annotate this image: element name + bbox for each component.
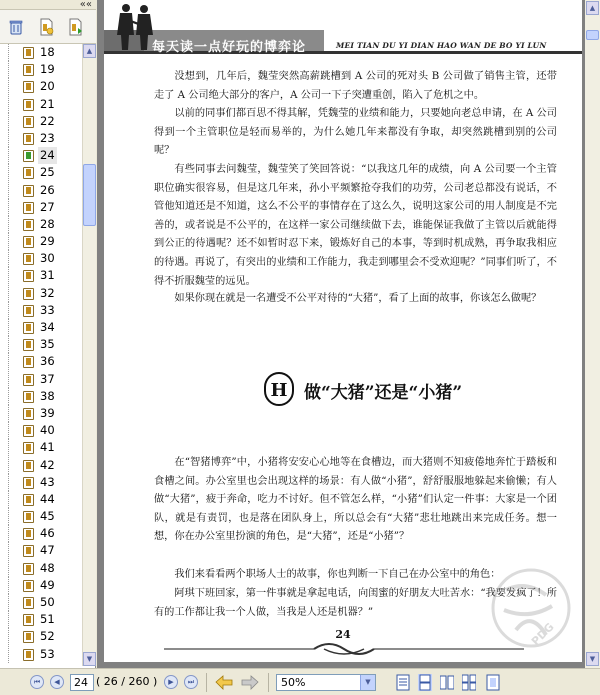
bookmark-icon xyxy=(23,47,34,59)
tree-line xyxy=(8,560,17,577)
paragraph: 我们来看看两个职场人士的故事，你也判断一下自己在办公室中的角色： xyxy=(174,569,501,580)
tree-line xyxy=(8,182,17,199)
continuous-view-icon[interactable] xyxy=(418,674,432,691)
tree-line xyxy=(8,61,17,78)
bookmark-label: 52 xyxy=(40,629,55,644)
book-page xyxy=(104,0,582,662)
bookmark-item[interactable] xyxy=(0,199,82,216)
bookmark-label: 41 xyxy=(40,440,55,455)
tree-line xyxy=(8,542,17,559)
bookmark-label: 18 xyxy=(40,45,55,59)
bookmark-item[interactable] xyxy=(0,525,82,542)
bookmark-icon xyxy=(23,64,34,76)
bookmark-item[interactable] xyxy=(0,285,82,302)
bookmark-icon xyxy=(23,339,34,351)
bookmark-label: 37 xyxy=(40,371,55,386)
svg-text:PDG: PDG xyxy=(528,620,557,649)
tree-line xyxy=(8,96,17,113)
bookmark-icon xyxy=(23,460,34,472)
tree-line xyxy=(8,216,17,233)
previous-page-icon[interactable]: ◀ xyxy=(50,675,64,689)
forward-arrow-icon[interactable] xyxy=(240,674,260,691)
tree-line xyxy=(8,388,17,405)
tree-line xyxy=(8,130,17,147)
bookmark-icon xyxy=(23,322,34,334)
single-page-view-icon[interactable] xyxy=(396,674,410,691)
bookmark-label: 21 xyxy=(40,96,55,111)
tree-line xyxy=(8,267,17,284)
bookmark-label: 43 xyxy=(40,474,55,489)
tree-line xyxy=(8,371,17,388)
bookmark-icon xyxy=(23,563,34,575)
bookmark-item[interactable] xyxy=(0,61,82,78)
bookmark-icon xyxy=(23,649,34,661)
bookmark-label: 38 xyxy=(40,388,55,403)
bookmark-item[interactable] xyxy=(0,44,82,61)
separator xyxy=(268,673,269,692)
bookmark-label: 42 xyxy=(40,457,55,472)
bookmark-scrollbar[interactable] xyxy=(82,44,96,666)
bookmark-item[interactable] xyxy=(0,405,82,422)
bookmark-add-icon[interactable] xyxy=(66,18,84,36)
bookmark-label: 49 xyxy=(40,577,55,592)
bookmark-label: 28 xyxy=(40,216,55,231)
tree-line xyxy=(8,457,17,474)
bookmark-item[interactable] xyxy=(0,422,82,439)
paragraph: 以前的同事们都百思不得其解，凭魏莹的业绩和能力，只要她向老总申请，在 A 公司得到一个主管职位是轻而易举的，为什么她几年来都没有争取，却突然跳槽到别的公司呢？ xyxy=(154,108,557,157)
bookmark-icon xyxy=(23,477,34,489)
bookmark-item[interactable] xyxy=(0,474,82,491)
bookmark-item[interactable] xyxy=(0,233,82,250)
bookmark-label: 33 xyxy=(40,302,55,317)
page-number: 24 xyxy=(335,628,351,641)
paragraph: 如果你现在就是一名遭受不公平对待的“大猪”，看了上面的故事，你该怎么做呢？ xyxy=(174,293,542,304)
bookmark-icon xyxy=(23,356,34,368)
page-count: ( 26 / 260 ) xyxy=(96,675,158,688)
bookmark-icon xyxy=(23,408,34,420)
bookmark-label: 53 xyxy=(40,646,55,661)
tree-line xyxy=(8,250,17,267)
panel-titlebar xyxy=(0,0,96,10)
tree-line xyxy=(8,44,17,61)
bookmark-icon xyxy=(23,494,34,506)
bookmark-icon xyxy=(23,631,34,643)
tree-line xyxy=(8,233,17,250)
bookmark-icon xyxy=(23,580,34,592)
bookmark-label: 39 xyxy=(40,405,55,420)
paragraph: 阿琪下班回家，第一件事就是拿起电话，向闺蜜的好朋友大吐苦水：“我要发疯了！所有的工作都让我一个人做，当我是人还是机器？” xyxy=(154,588,557,618)
bookmark-page-icon[interactable] xyxy=(37,18,55,36)
bookmark-icon xyxy=(23,305,34,317)
continuous-facing-icon[interactable] xyxy=(462,674,476,691)
scroll-up-icon[interactable]: ▲ xyxy=(83,44,96,58)
bookmark-label: 29 xyxy=(40,234,55,249)
last-page-icon[interactable]: ⏭ xyxy=(184,675,198,689)
bookmark-item[interactable] xyxy=(0,457,82,474)
figures-icon xyxy=(266,374,292,404)
tree-line xyxy=(8,113,17,130)
bookmark-item[interactable] xyxy=(0,78,82,95)
tree-line xyxy=(8,491,17,508)
document-viewer xyxy=(97,0,600,668)
bookmark-label: 25 xyxy=(40,165,55,180)
bookmark-label: 30 xyxy=(40,251,55,266)
bookmark-label: 44 xyxy=(40,491,55,506)
bookmark-label: 32 xyxy=(40,285,55,300)
bookmark-panel xyxy=(0,0,96,668)
bookmark-icon xyxy=(23,99,34,111)
bookmark-label: 27 xyxy=(40,199,55,214)
bookmark-icon xyxy=(23,167,34,179)
tree-line xyxy=(8,285,17,302)
bookmark-icon xyxy=(23,391,34,403)
bookmark-item[interactable] xyxy=(0,336,82,353)
bookmark-icon xyxy=(23,270,34,282)
tree-line xyxy=(8,164,17,181)
scroll-up-icon[interactable]: ▲ xyxy=(586,1,599,15)
next-page-icon[interactable]: ▶ xyxy=(164,675,178,689)
bookmark-icon xyxy=(23,597,34,609)
bookmark-item[interactable] xyxy=(0,182,82,199)
bookmark-item[interactable] xyxy=(0,96,82,113)
page-scrollbar[interactable] xyxy=(585,0,600,668)
bookmark-item[interactable] xyxy=(0,319,82,336)
bookmark-label: 45 xyxy=(40,509,55,524)
bookmark-icon xyxy=(23,442,34,454)
tree-line xyxy=(8,302,17,319)
bookmark-icon xyxy=(23,374,34,386)
zoom-select[interactable] xyxy=(276,674,376,691)
bookmark-icon xyxy=(23,116,34,128)
tree-line xyxy=(8,336,17,353)
tree-line xyxy=(8,353,17,370)
tree-line xyxy=(8,405,17,422)
bookmark-icon xyxy=(23,185,34,197)
tree-line xyxy=(8,577,17,594)
tree-line xyxy=(8,422,17,439)
tree-line xyxy=(8,594,17,611)
tree-line xyxy=(8,525,17,542)
bookmark-label: 20 xyxy=(40,79,55,94)
bookmark-label: 24 xyxy=(40,148,55,163)
bookmark-item[interactable] xyxy=(0,439,82,456)
bookmark-item[interactable] xyxy=(0,542,82,559)
scroll-thumb[interactable] xyxy=(586,30,599,40)
bookmark-icon xyxy=(23,81,34,93)
bookmark-icon xyxy=(23,150,34,162)
paragraph: 没想到，几年后，魏莹突然高薪跳槽到 A 公司的死对头 B 公司做了销售主管，还带走了 A 公司绝大部分的客户，A 公司一下子突遭重创，陷入了危机之中。 xyxy=(154,71,557,101)
section-title: 做“大猪”还是“小猪” xyxy=(304,383,463,403)
bookmark-item[interactable] xyxy=(0,628,82,645)
bookmark-item[interactable] xyxy=(0,611,82,628)
section-badge xyxy=(264,372,294,406)
bookmark-item[interactable] xyxy=(0,130,82,147)
bookmark-item[interactable] xyxy=(0,491,82,508)
bookmark-item[interactable] xyxy=(0,250,82,267)
bookmark-item[interactable] xyxy=(0,371,82,388)
bookmark-item[interactable] xyxy=(0,388,82,405)
bookmark-label: 26 xyxy=(40,182,55,197)
separator xyxy=(206,673,207,692)
bookmark-list xyxy=(0,44,82,666)
bookmark-item[interactable] xyxy=(0,164,82,181)
tree-line xyxy=(8,78,17,95)
back-arrow-icon[interactable] xyxy=(214,674,234,691)
bookmark-label: 51 xyxy=(40,612,55,627)
bookmark-item[interactable] xyxy=(0,147,82,164)
header-title: 每天读一点好玩的博弈论 xyxy=(152,40,307,55)
bookmark-item[interactable] xyxy=(0,646,82,663)
bookmark-icon xyxy=(23,288,34,300)
bookmark-label: 46 xyxy=(40,526,55,541)
bookmark-icon xyxy=(23,425,34,437)
bookmark-item[interactable] xyxy=(0,508,82,525)
collapse-panel-icon[interactable]: «« xyxy=(79,0,92,10)
bookmark-item[interactable] xyxy=(0,302,82,319)
footer-ornament xyxy=(164,640,524,658)
fit-page-icon[interactable] xyxy=(486,674,500,691)
bookmark-icon xyxy=(23,545,34,557)
bookmark-icon xyxy=(23,219,34,231)
bookmark-icon xyxy=(23,202,34,214)
trash-icon[interactable] xyxy=(7,18,25,36)
tree-line xyxy=(8,646,17,663)
bookmark-item[interactable] xyxy=(0,267,82,284)
bookmark-label: 22 xyxy=(40,113,55,128)
bookmark-label: 34 xyxy=(40,320,55,334)
bookmark-item[interactable] xyxy=(0,353,82,370)
bookmark-icon xyxy=(23,528,34,540)
bookmark-icon xyxy=(23,133,34,145)
bookmark-icon xyxy=(23,614,34,626)
bookmark-label: 36 xyxy=(40,354,55,369)
bookmark-label: 19 xyxy=(40,62,55,77)
bookmark-item[interactable] xyxy=(0,216,82,233)
bookmark-icon xyxy=(23,253,34,265)
bookmark-label: 47 xyxy=(40,543,55,558)
bookmark-icon xyxy=(23,236,34,248)
header-pinyin: MEI TIAN DU YI DIAN HAO WAN DE BO YI LUN xyxy=(336,41,547,50)
bookmark-icon xyxy=(23,511,34,523)
bookmark-label: 50 xyxy=(40,595,55,609)
tree-line xyxy=(8,508,17,525)
tree-line xyxy=(8,439,17,456)
first-page-icon[interactable]: ⏮ xyxy=(30,675,44,689)
tree-line xyxy=(8,628,17,645)
tree-line xyxy=(8,199,17,216)
bookmark-toolbar xyxy=(0,10,96,44)
bookmark-item[interactable] xyxy=(0,577,82,594)
scroll-down-icon[interactable]: ▼ xyxy=(586,652,599,666)
bookmark-label: 23 xyxy=(40,130,55,145)
paragraph: 有些同事去问魏莹，魏莹笑了笑回答说：“以我这几年的成绩，向 A 公司要一个主管职位确实很容易，但是这几年来，孙小平频繁抢夺我们的功劳，公司老总都没有说话，不管他知道还是不知道，这么不公平的事情存在了这么久，说明这家公司的用人制度是不完善的，或者说是不公平的，在这样一家公司继续做下去，谁能保证我做了主管以后就能得到公正的待遇呢？还不如暂时忍下来，锻炼好自己的本事，等到时机成熟，再争取我相应的待遇。再说了，有突出的业绩和工作能力，我走到哪里会不受欢迎呢？”同事们听了，不得不折服魏莹的远见。 xyxy=(154,164,557,287)
navigation-toolbar xyxy=(0,668,600,695)
bookmark-label: 31 xyxy=(40,268,55,283)
tree-line xyxy=(8,147,17,164)
bookmark-label: 40 xyxy=(40,423,55,438)
page-number-input[interactable]: 24 xyxy=(70,674,94,691)
scroll-down-icon[interactable]: ▼ xyxy=(83,652,96,666)
chevron-down-icon[interactable]: ▼ xyxy=(360,675,375,690)
bookmark-item[interactable] xyxy=(0,560,82,577)
paragraph: 在“智猪博弈”中，小猪将安安心心地等在食槽边，而大猪则不知疲倦地奔忙于踏板和食槽之间。办公室里也会出现这样的场景：有人做“小猪”，舒舒服服地躲起来偷懒；有人做“大猪”，疲于奔命，吃力不讨好。但不管怎么样，“小猪”们认定一件事：大家是一个团队，就是有责罚，也是落在团队身上，所以总会有“大猪”悲壮地跳出来完成任务。想一想，你在办公室里扮演的角色，是“大猪”，还是“小猪”？ xyxy=(154,457,557,543)
zoom-value: 50% xyxy=(281,676,306,689)
scroll-thumb[interactable] xyxy=(83,164,96,226)
tree-line xyxy=(8,611,17,628)
section-badge-letter: H xyxy=(270,380,288,401)
tree-line xyxy=(8,319,17,336)
bookmark-item[interactable] xyxy=(0,113,82,130)
bookmark-label: 35 xyxy=(40,337,55,352)
tree-line xyxy=(8,474,17,491)
bookmark-label: 48 xyxy=(40,560,55,575)
facing-pages-icon[interactable] xyxy=(440,674,454,691)
bookmark-item[interactable] xyxy=(0,594,82,611)
